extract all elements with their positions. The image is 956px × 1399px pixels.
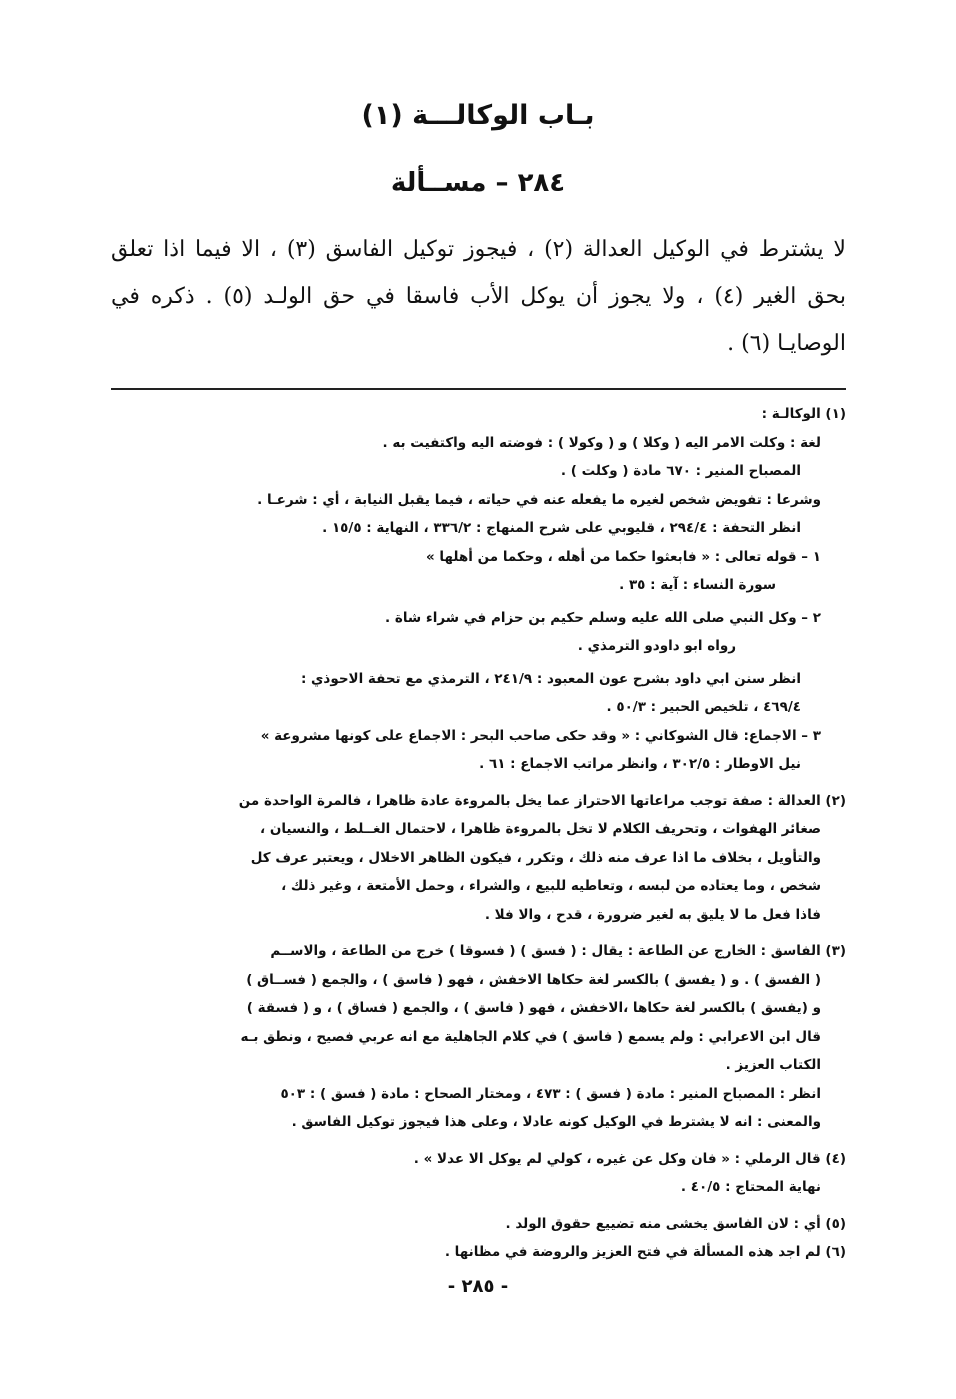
footnote-2-line: (٢) العدالة : صفة توجب مراعاتها الاحتراز عما يخل بالمروءة عادة ظاهرا ، فالمرة الواحدة من [238, 792, 846, 809]
chapter-title: بـاب الوكالـــة (١) [361, 100, 595, 131]
footnotes [111, 400, 846, 1267]
footnote-1-line: ١ – قوله تعالى : « فابعثوا حكما من أهله ، وحكما من أهلها » [426, 548, 821, 565]
footnote-3-line: و (يفسق ) بالكسر لغة حكاها ،الاخفش ، فهو ( فاسق ) ، والجمع ( فساق ) ، و ( فسقة ) [246, 1000, 821, 1016]
footnote-3-line: (٣) الفاسق : الخارج عن الطاعة : يقال : ( فسق ) ( فسوقا ) خرج من الطاعة ، والاســم [270, 943, 846, 959]
footnote-1-line: وشرعا : تفويض شخص لغيره ما يفعله عنه في حياته ، فيما يقبل النيابة ، أي : شرعـا . [257, 491, 821, 508]
footnote-1-line: ٣ – الاجماع: قال الشوكاني : « وقد حكى صاحب البحر : الاجماع على كونها مشروعة » [260, 727, 821, 744]
issue-title: ٢٨٤ – مســألة [390, 168, 566, 198]
footnote-3-line: قال ابن الاعرابي : ولم يسمع ( فاسق ) في كلام الجاهلية مع انه عربي فصيح ، ونطق بـه [240, 1028, 821, 1045]
footnote-1-line: ٤٦٩/٤ ، تلخيص الحبير : ٥٠/٣ . [606, 699, 801, 715]
footnote-3-line: والمعنى : انه لا يشترط في الوكيل كونه عادلا ، وعلى هذا فيجوز توكيل الفاسق . [291, 1114, 821, 1130]
footnote-1-line: انظر سنن ابي داود بشرح عون المعبود : ٢٤١/٩ ، الترمذي مع تحفة الاحوذي : [300, 670, 801, 687]
page-number: - ٢٨٥ - [447, 1276, 509, 1297]
footnote-1-line: رواه ابو داودو الترمذي . [577, 638, 736, 654]
footnote-1-line: لغة : وكلت الامر اليه ( وكلا ) و ( وكولا ) : فوضته اليه واكتفيت به . [382, 434, 821, 451]
footnote-separator [111, 388, 846, 390]
footnote-4-line: نهاية المحتاج : ٤٠/٥ . [680, 1179, 821, 1195]
footnote-2-line: والتأويل ، بخلاف ما اذا عرف منه ذلك ، وتكرر ، فيكون الظاهر الاخلال ، ويعتبر عرف كل [250, 849, 821, 866]
footnote-2-line: شخص ، وما يعتاده من لبسه ، وتعاطيه للبيع ، والشراء ، وحمل الأمتعة ، وغير ذلك ، [281, 878, 821, 894]
footnote-1-line: نيل الاوطار : ٣٠٢/٥ ، وانظر مراتب الاجماع : ٦١ . [479, 756, 801, 772]
main-text: لا يشترط في الوكيل العدالة (٢) ، فيجوز توكيل الفاسق (٣) ، الا فيما اذا تعلق بحق الغير (٤) ، ولا يجوز أن يوكل الأب فاسقا في حق الولـد (٥) . ذكره في الوصايـا (٦) . [111, 237, 846, 356]
footnote-1-heading: (١) الوكالـة : [761, 406, 846, 422]
footnote-1-line: المصباح المنير : ٦٧٠ مادة ( وكلت ) . [560, 463, 801, 479]
footnote-2-line: فاذا فعل ما لا يليق به لغير ضرورة ، قدح ، والا فلا . [484, 906, 821, 923]
footnote-3-line: ( الفسق ) . و ( يفسق ) بالكسر لغة حكاها الاخفش ، فهو ( فاسق ) ، والجمع ( فســاق ) [246, 971, 821, 988]
footnote-3-line: الكتاب العزيز . [725, 1057, 821, 1073]
footnote-1-line: ٢ – وكل النبي صلى الله عليه وسلم حكيم بن حزام في شراء شاة . [385, 609, 821, 626]
footnote-6: (٦) لم اجد هذه المسألة في فتح العزيز والروضة في مظانها . [444, 1244, 846, 1260]
footnote-2-line: صغائر الهفوات ، وتحريف الكلام لا تخل بالمروءة ظاهرا ، لاحتمال الغــلط ، والنسيان ، [260, 821, 821, 837]
footnote-5: (٥) أي : لان الفاسق يخشى منه تضييع حقوق الولد . [505, 1215, 846, 1232]
footnote-4-line: (٤) قال الرملي : « فان وكل عن غيره ، كولي لم يوكل الا عدلا » . [413, 1150, 846, 1167]
footnote-1-line: انظر التحفة : ٢٩٤/٤ ، قليوبي على شرح المنهاج : ٣٣٦/٢ ، النهاية : ١٥/٥ . [322, 520, 801, 536]
footnote-1-line: سورة النساء : آية : ٣٥ . [619, 577, 776, 593]
footnote-3-line: انظر : المصباح المنير : مادة ( فسق ) : ٤٧٣ ، ومختار الصحاح : مادة ( فسق ) : ٥٠٣ [280, 1085, 821, 1102]
